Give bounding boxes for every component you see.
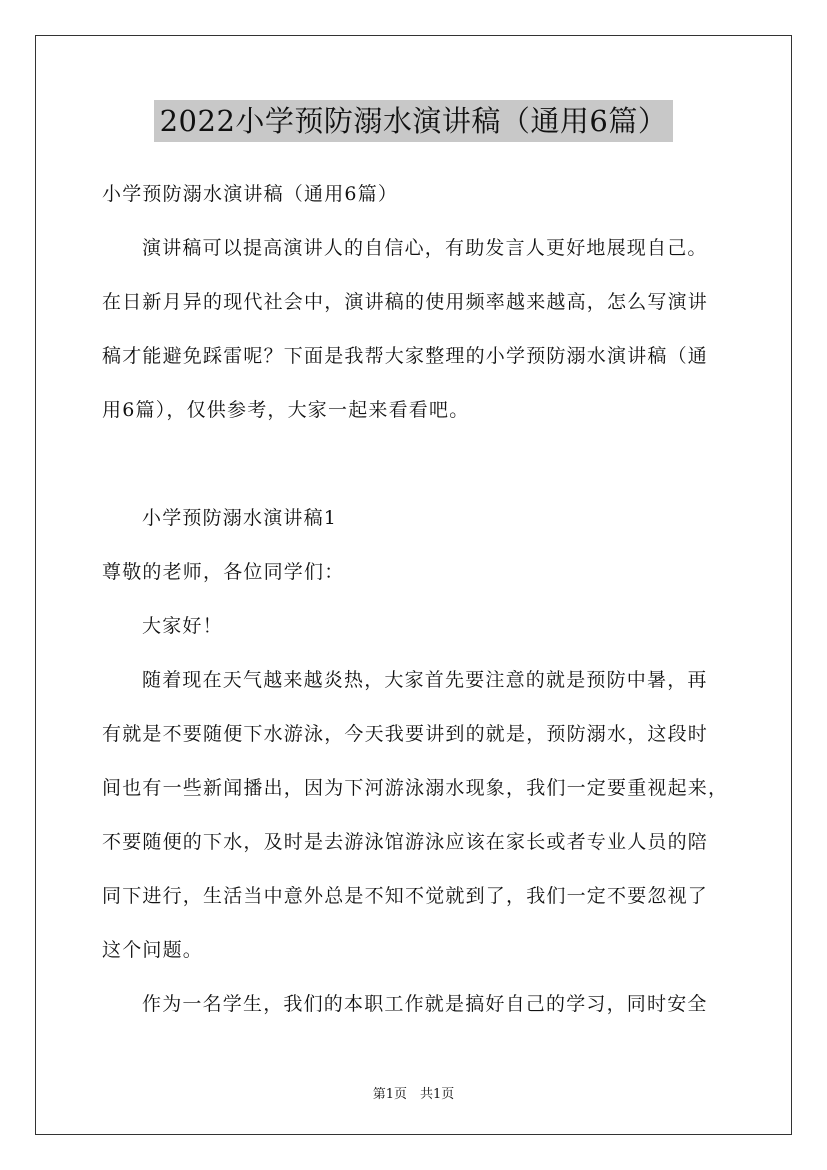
paragraph-line: 这个问题。 bbox=[102, 939, 204, 961]
paragraph-line: 间也有一些新闻播出，因为下河游泳溺水现象，我们一定要重视起来， bbox=[102, 777, 729, 799]
paragraph-line: 稿才能避免踩雷呢？下面是我帮大家整理的小学预防溺水演讲稿（通 bbox=[102, 345, 709, 367]
blank-line bbox=[102, 442, 732, 496]
document-body bbox=[102, 172, 732, 1036]
paragraph-line: 有就是不要随便下水游泳，今天我要讲到的就是，预防溺水，这段时 bbox=[102, 723, 709, 745]
paragraph-line: 同下进行，生活当中意外总是不知不觉就到了，我们一定不要忽视了 bbox=[102, 885, 709, 907]
greeting-line: 大家好！ bbox=[142, 615, 223, 637]
paragraph-line: 随着现在天气越来越炎热，大家首先要注意的就是预防中暑，再 bbox=[142, 669, 708, 691]
subtitle-line: 小学预防溺水演讲稿（通用6篇） bbox=[102, 183, 399, 205]
salutation-line: 尊敬的老师，各位同学们： bbox=[102, 561, 345, 583]
title-container bbox=[0, 100, 827, 142]
document-title: 2022小学预防溺水演讲稿（通用6篇） bbox=[154, 100, 674, 142]
page-footer: 第1页 共1页 bbox=[372, 1087, 455, 1102]
section-heading: 小学预防溺水演讲稿1 bbox=[142, 507, 338, 529]
paragraph-line: 在日新月异的现代社会中，演讲稿的使用频率越来越高，怎么写演讲 bbox=[102, 291, 709, 313]
paragraph-line: 作为一名学生，我们的本职工作就是搞好自己的学习，同时安全 bbox=[142, 993, 708, 1015]
paragraph-line: 演讲稿可以提高演讲人的自信心，有助发言人更好地展现自己。 bbox=[142, 237, 708, 259]
paragraph-line: 不要随便的下水，及时是去游泳馆游泳应该在家长或者专业人员的陪 bbox=[102, 831, 709, 853]
paragraph-line: 用6篇），仅供参考，大家一起来看看吧。 bbox=[102, 399, 470, 421]
